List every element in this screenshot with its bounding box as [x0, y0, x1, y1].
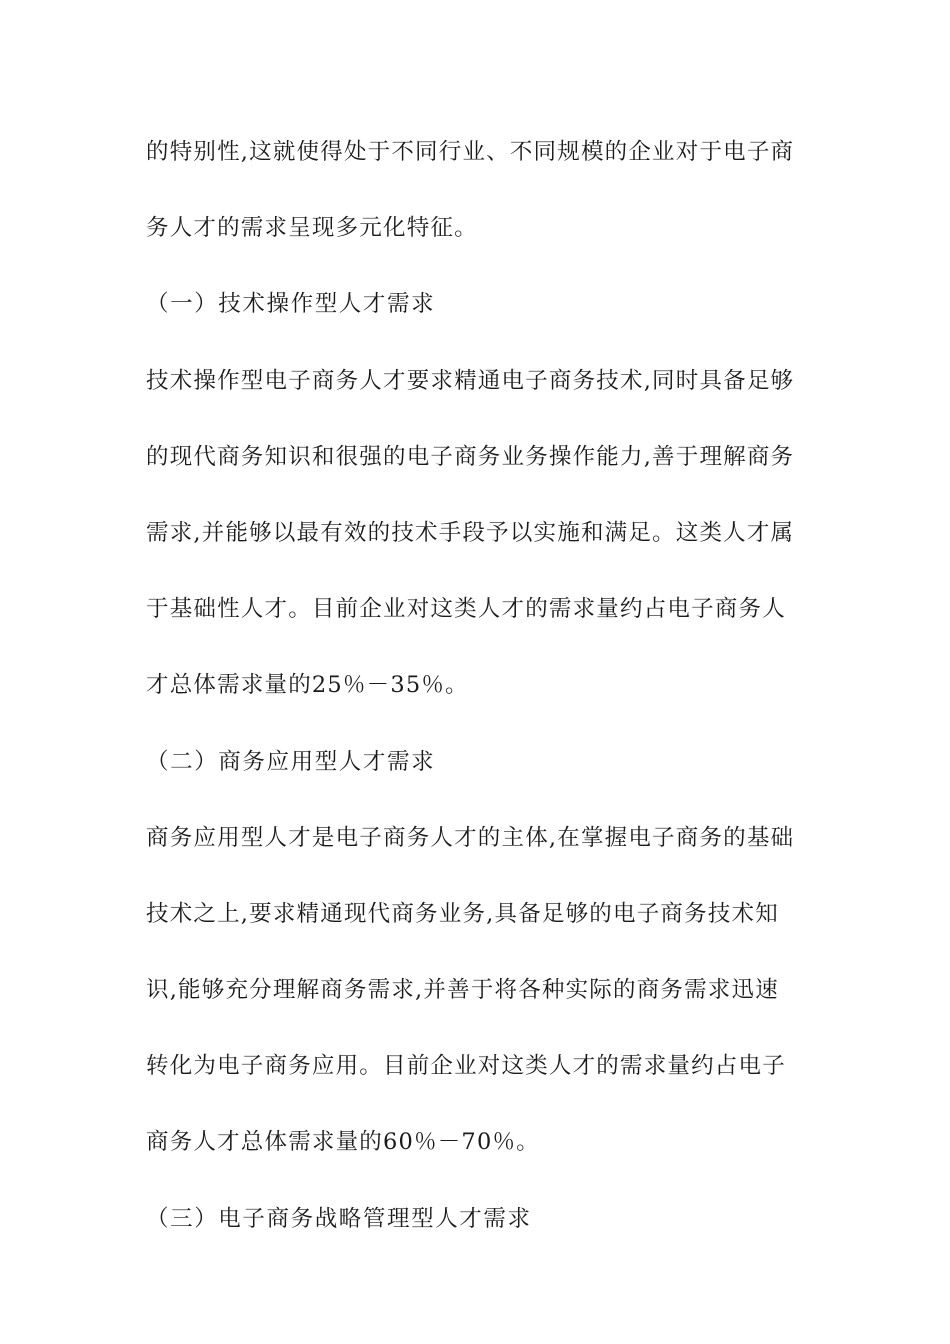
- paragraph-line: 商务人才总体需求量的60％－70％。: [146, 1129, 540, 1156]
- section-heading-2: （二）商务应用型人才需求: [146, 748, 436, 775]
- paragraph-line: 技术操作型电子商务人才要求精通电子商务技术,同时具备足够: [146, 367, 795, 394]
- document-body: [146, 128, 816, 1271]
- section-heading-1: （一）技术操作型人才需求: [146, 291, 436, 318]
- paragraph-line: 的特别性,这就使得处于不同行业、不同规模的企业对于电子商: [146, 139, 795, 165]
- paragraph-line: 技术之上,要求精通现代商务业务,具备足够的电子商务技术知: [146, 900, 779, 927]
- paragraph-line: 识,能够充分理解商务需求,并善于将各种实际的商务需求迅速: [146, 977, 779, 1004]
- paragraph-line: 的现代商务知识和很强的电子商务业务操作能力,善于理解商务: [146, 443, 795, 470]
- section-heading-3: （三）电子商务战略管理型人才需求: [146, 1205, 532, 1232]
- paragraph-line: 务人才的需求呈现多元化特征。: [146, 215, 478, 242]
- paragraph-line: 于基础性人才。目前企业对这类人才的需求量约占电子商务人: [146, 596, 786, 623]
- paragraph-line: 需求,并能够以最有效的技术手段予以实施和满足。这类人才属: [146, 519, 795, 546]
- paragraph-line: 转化为电子商务应用。目前企业对这类人才的需求量约占电子: [146, 1053, 786, 1080]
- paragraph-line: 商务应用型人才是电子商务人才的主体,在掌握电子商务的基础: [146, 824, 795, 851]
- paragraph-line: 才总体需求量的25％－35％。: [146, 672, 469, 699]
